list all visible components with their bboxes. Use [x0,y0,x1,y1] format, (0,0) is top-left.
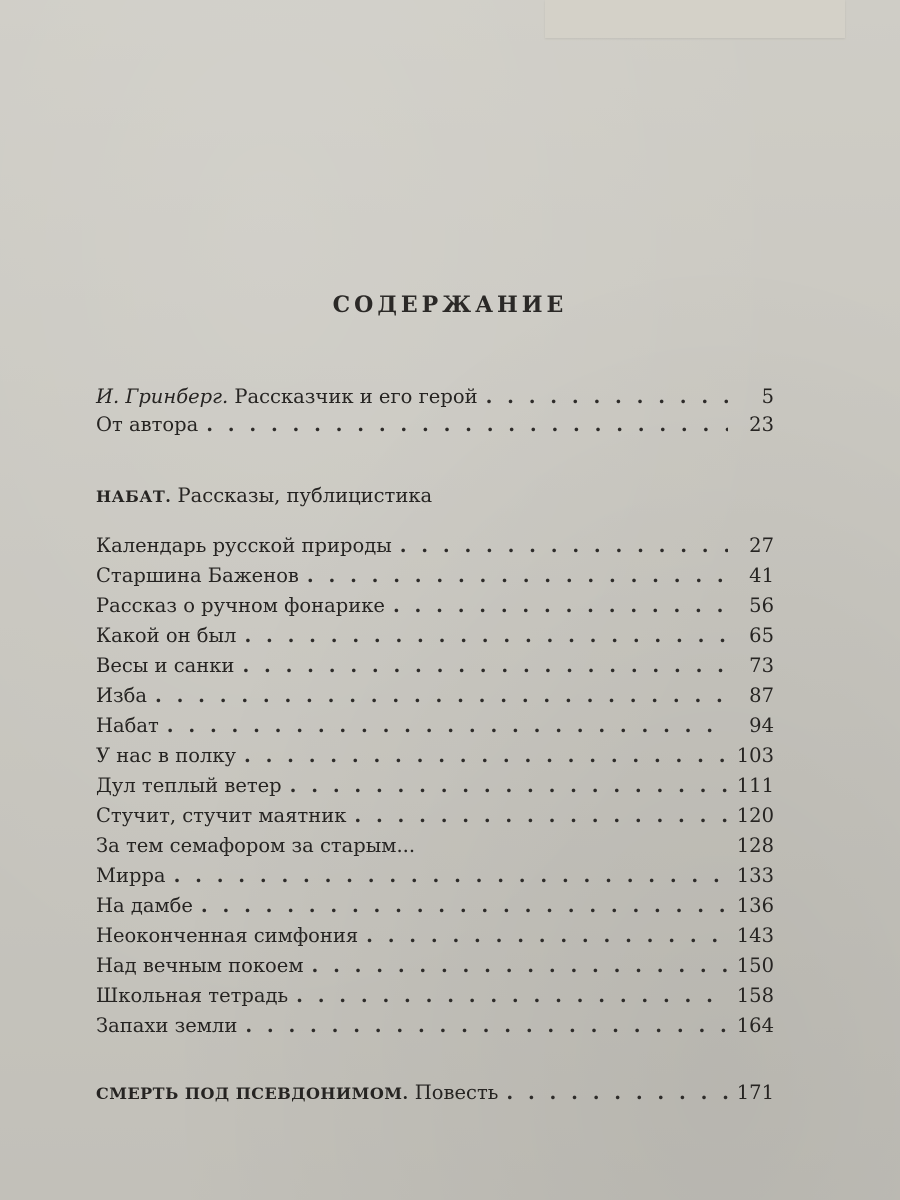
dot-leader [296,981,728,1011]
dot-leader [245,1011,728,1041]
entry-title: Мирра [96,864,166,887]
entry-page-number: 120 [736,804,774,827]
toc-row [96,951,774,981]
entry-title: От автора [96,413,199,436]
entry-title: Стучит, стучит маятник [96,804,347,827]
entry-title: Набат [96,714,159,737]
dot-leader [167,711,728,741]
contents-title: СОДЕРЖАНИЕ [332,292,568,318]
entry-title: Дул теплый ветер [96,774,282,797]
dot-leader [290,771,728,801]
dot-leader [244,741,728,771]
entry-page-number: 111 [736,774,774,797]
section-heading-nabat [96,481,432,512]
dot-leader [366,921,728,951]
toc-row [96,531,774,561]
entry-page-number: 158 [736,984,774,1007]
dot-leader [201,891,728,921]
entry-page-number: 94 [749,714,774,737]
toc-row [96,831,774,861]
toc-row [96,921,774,951]
entry-title: Рассказчик и его герой [234,385,478,408]
dot-leader [155,681,728,711]
entry-page-number: 56 [749,594,774,617]
entry-title: Какой он был [96,624,237,647]
toc-row [96,621,774,651]
dot-leader [354,801,728,831]
toc-row [96,891,774,921]
entry-page-number: 23 [749,413,774,436]
entry-title: Старшина Баженов [96,564,299,587]
entry-page-number: 5 [761,385,774,408]
entry-page-number: 164 [736,1014,774,1037]
toc-row-introduction [96,382,774,412]
dot-leader [206,410,728,440]
section-name: НАБАТ. [96,487,172,506]
entry-title: Весы и санки [96,654,235,677]
entry-title: Календарь русской природы [96,534,392,557]
dot-leader [506,1078,728,1108]
dot-leader [393,591,728,621]
entry-page-number: 87 [749,684,774,707]
entry-page-number: 143 [736,924,774,947]
dot-leader [244,621,728,651]
section-name: СМЕРТЬ ПОД ПСЕВДОНИМОМ. [96,1084,409,1103]
entry-title: Запахи земли [96,1014,238,1037]
toc-row [96,741,774,771]
entry-title: Над вечным покоем [96,954,304,977]
entry-title: Неоконченная симфония [96,924,359,947]
entry-page-number: 73 [749,654,774,677]
entry-title: На дамбе [96,894,193,917]
dot-leader [307,561,728,591]
dot-leader [174,861,728,891]
entry-page-number: 128 [736,834,774,857]
section-subtitle: Рассказы, публицистика [177,484,433,507]
entry-title: За тем семафором за старым... [96,834,416,857]
entry-page-number: 171 [736,1081,774,1104]
toc-row-novella [96,1078,774,1108]
toc-row [96,861,774,891]
entry-title: Школьная тетрадь [96,984,289,1007]
entry-page-number: 27 [749,534,774,557]
entry-page-number: 133 [736,864,774,887]
entry-page-number: 103 [736,744,774,767]
toc-row [96,771,774,801]
entry-page-number: 41 [749,564,774,587]
section-subtitle: Повесть [414,1081,499,1104]
toc-row [96,1011,774,1041]
dot-leader [312,951,728,981]
entry-page-number: 65 [749,624,774,647]
toc-row [96,591,774,621]
entry-title: Рассказ о ручном фонарике [96,594,385,617]
toc-row-from-author [96,410,774,440]
toc-row [96,801,774,831]
dot-leader [400,531,728,561]
toc-row [96,981,774,1011]
toc-row [96,711,774,741]
toc-row [96,561,774,591]
entry-title: У нас в полку [96,744,236,767]
entry-page-number: 150 [736,954,774,977]
entry-author: И. Гринберг. [96,385,229,408]
dot-leader [242,651,728,681]
toc-row [96,681,774,711]
dot-leader [486,382,728,412]
entry-page-number: 136 [736,894,774,917]
entry-title: Изба [96,684,148,707]
paper-tape-strip [545,0,845,38]
toc-row [96,651,774,681]
